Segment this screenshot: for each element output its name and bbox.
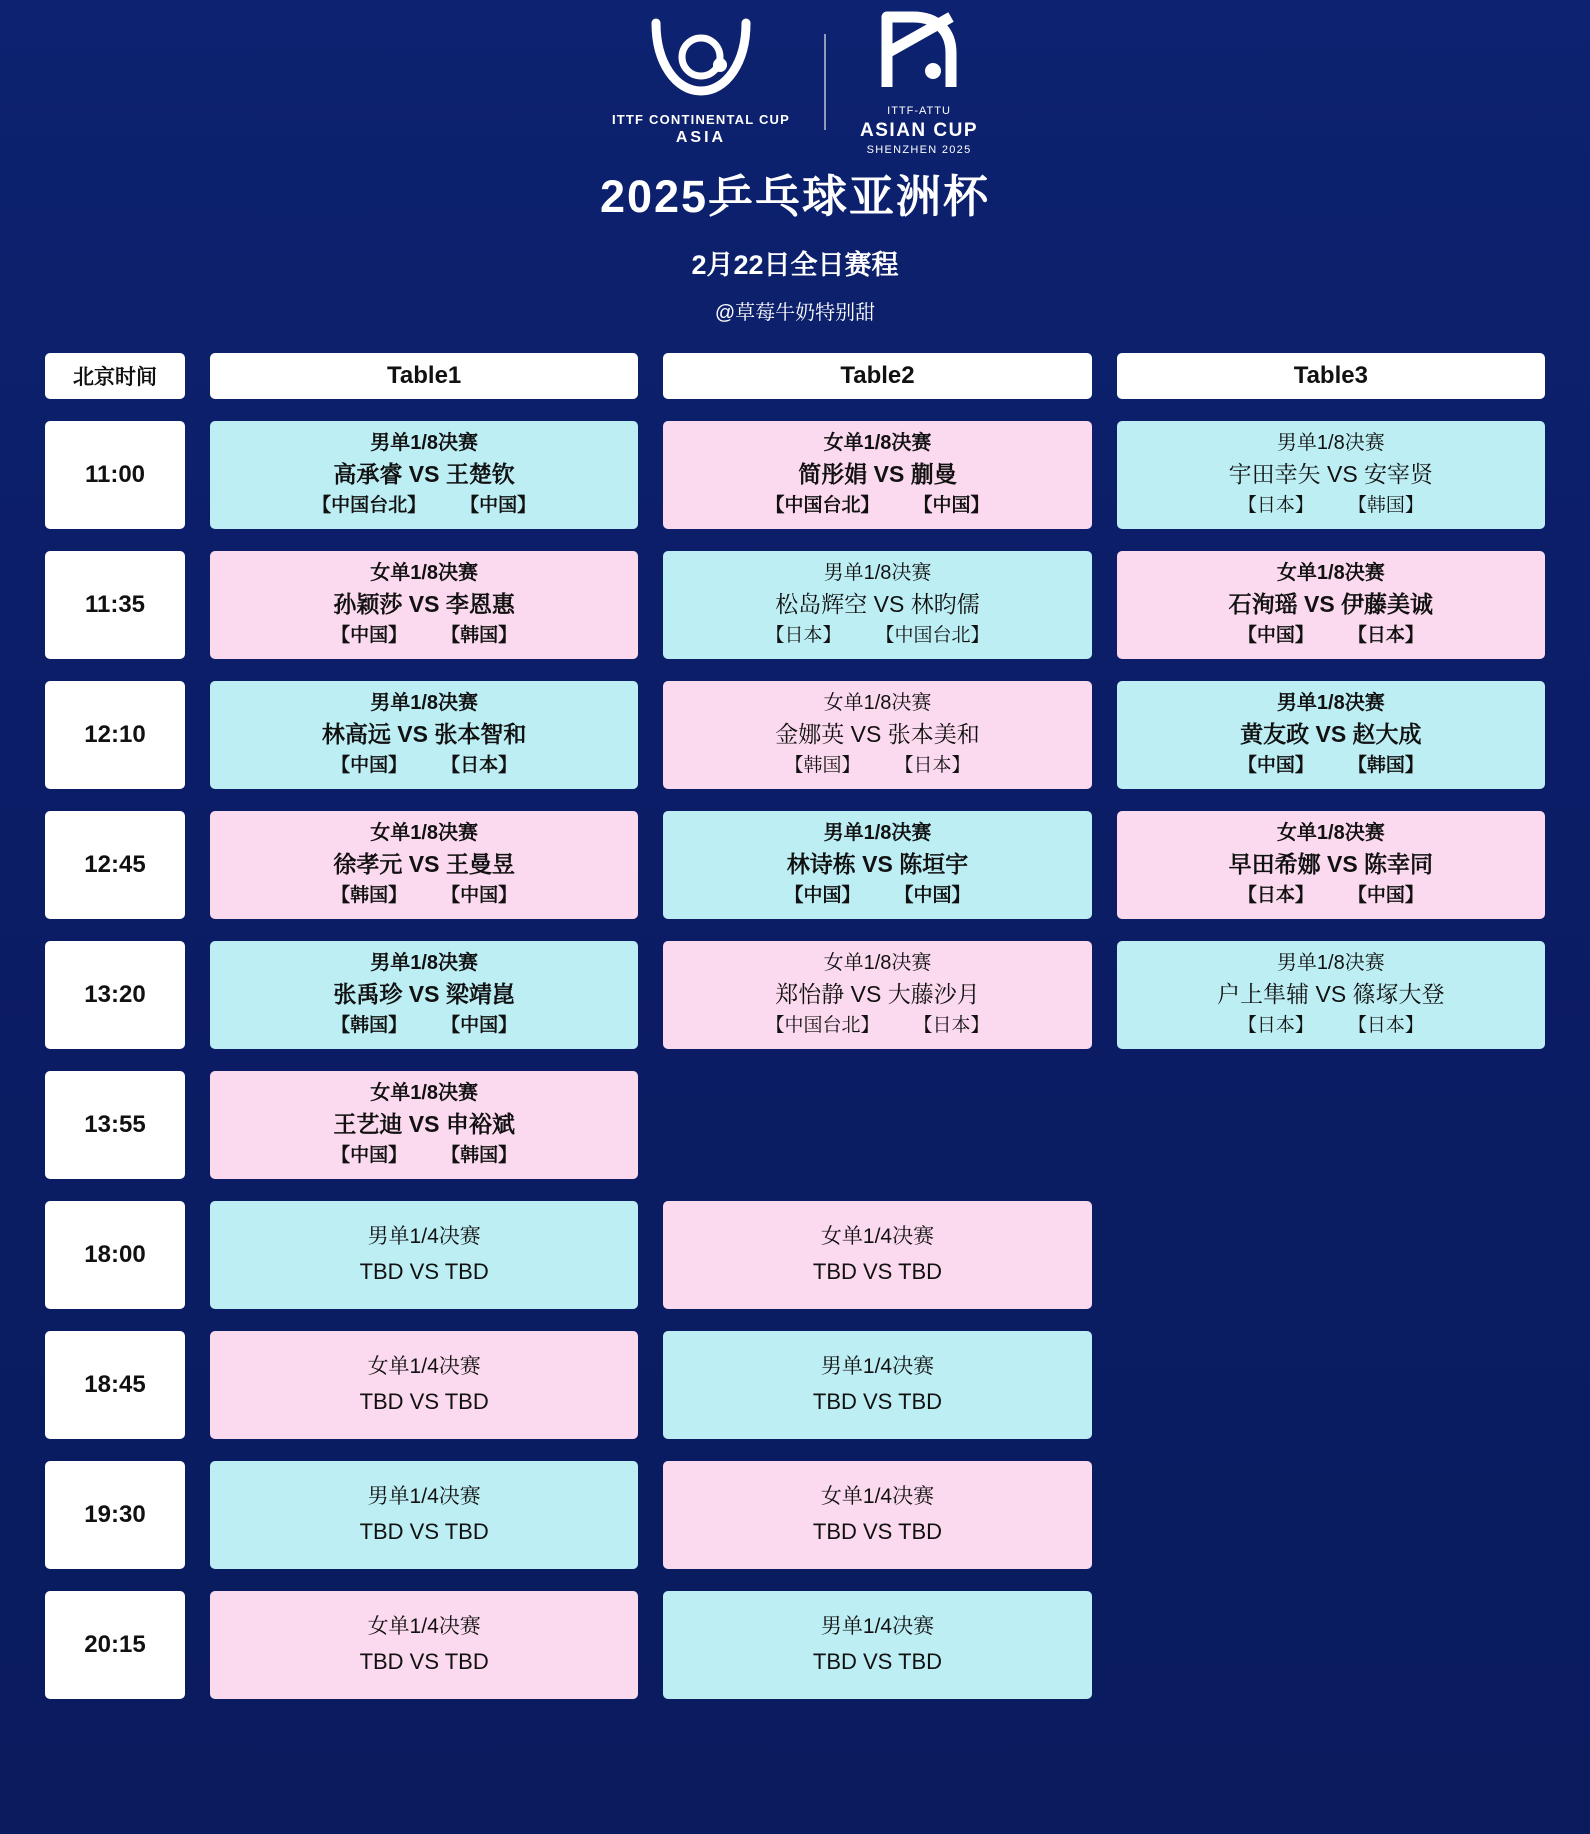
match-players: 简彤娟 VS 蒯曼 bbox=[798, 461, 957, 488]
table-row bbox=[45, 421, 1545, 529]
asian-cup-name: ASIAN CUP bbox=[860, 119, 979, 141]
match-countries bbox=[220, 622, 628, 651]
match-round: 女单1/4决赛 bbox=[367, 1614, 481, 1638]
match-cell[interactable] bbox=[663, 811, 1091, 919]
match-countries bbox=[220, 752, 628, 781]
match-players: 张禹珍 VS 梁靖崑 bbox=[333, 981, 515, 1008]
match-country-right: 【中国】 bbox=[1347, 885, 1424, 907]
match-round: 男单1/8决赛 bbox=[1276, 692, 1385, 715]
match-round: 女单1/8决赛 bbox=[1276, 562, 1385, 585]
match-country-right: 【中国】 bbox=[460, 495, 537, 517]
match-country-left: 【中国】 bbox=[1237, 755, 1314, 777]
match-round: 女单1/8决赛 bbox=[1276, 822, 1385, 845]
match-countries bbox=[220, 492, 628, 521]
time-column-header: 北京时间 bbox=[45, 353, 185, 399]
schedule-table bbox=[45, 353, 1545, 1699]
match-players: 徐孝元 VS 王曼昱 bbox=[333, 851, 515, 878]
match-cell[interactable] bbox=[663, 1461, 1091, 1569]
match-round: 女单1/8决赛 bbox=[370, 822, 479, 845]
match-countries bbox=[673, 492, 1081, 521]
match-country-left: 【韩国】 bbox=[331, 885, 408, 907]
ittf-continental-cup-asia-logo-icon bbox=[642, 17, 760, 106]
match-country-left: 【中国】 bbox=[1237, 625, 1314, 647]
asian-cup-city-year: SHENZHEN 2025 bbox=[866, 143, 972, 156]
match-country-right: 【中国台北】 bbox=[875, 625, 990, 647]
match-cell[interactable] bbox=[1117, 811, 1545, 919]
match-players: 松岛辉空 VS 林昀儒 bbox=[775, 591, 980, 618]
match-cell-empty bbox=[1117, 1591, 1545, 1699]
match-cell-empty bbox=[663, 1071, 1091, 1179]
match-cell-empty bbox=[1117, 1201, 1545, 1309]
time-cell: 20:15 bbox=[45, 1591, 185, 1699]
match-country-right: 【日本】 bbox=[441, 755, 518, 777]
match-players: TBD VS TBD bbox=[359, 1519, 489, 1545]
match-country-left: 【中国台北】 bbox=[765, 495, 880, 517]
schedule-rows bbox=[45, 421, 1545, 1699]
logo-divider bbox=[824, 34, 826, 130]
table-row bbox=[45, 1591, 1545, 1699]
match-cell[interactable] bbox=[663, 681, 1091, 789]
match-cell[interactable] bbox=[663, 1201, 1091, 1309]
match-players: 郑怡静 VS 大藤沙月 bbox=[775, 981, 980, 1008]
time-cell: 18:00 bbox=[45, 1201, 185, 1309]
match-country-left: 【中国】 bbox=[331, 1145, 408, 1167]
match-countries bbox=[220, 1012, 628, 1041]
match-round: 女单1/8决赛 bbox=[823, 692, 932, 715]
match-cell[interactable] bbox=[210, 1331, 638, 1439]
match-country-left: 【韩国】 bbox=[331, 1015, 408, 1037]
table-row bbox=[45, 941, 1545, 1049]
match-round: 女单1/8决赛 bbox=[823, 432, 932, 455]
match-country-right: 【日本】 bbox=[913, 1015, 990, 1037]
match-country-right: 【韩国】 bbox=[441, 1145, 518, 1167]
match-round: 男单1/8决赛 bbox=[1276, 952, 1385, 975]
table-column-header-3: Table3 bbox=[1117, 353, 1545, 399]
logo-row bbox=[0, 0, 1590, 156]
match-cell[interactable] bbox=[210, 421, 638, 529]
match-countries bbox=[1127, 622, 1535, 651]
asian-cup-logo-block bbox=[860, 9, 978, 156]
match-players: 高承睿 VS 王楚钦 bbox=[333, 461, 515, 488]
match-country-left: 【日本】 bbox=[1237, 885, 1314, 907]
table-row bbox=[45, 1201, 1545, 1309]
match-country-right: 【中国】 bbox=[913, 495, 990, 517]
match-players: 早田希娜 VS 陈幸同 bbox=[1228, 851, 1434, 878]
match-players: 孙颖莎 VS 李恩惠 bbox=[333, 591, 515, 618]
table-row bbox=[45, 1071, 1545, 1179]
match-country-right: 【韩国】 bbox=[1347, 755, 1424, 777]
match-country-right: 【中国】 bbox=[894, 885, 971, 907]
match-cell[interactable] bbox=[1117, 681, 1545, 789]
author-handle: @草莓牛奶特别甜 bbox=[714, 302, 876, 324]
asian-cup-org-caption: ITTF-ATTU bbox=[887, 104, 951, 117]
match-country-right: 【日本】 bbox=[1347, 625, 1424, 647]
match-country-left: 【中国台北】 bbox=[312, 495, 427, 517]
match-round: 女单1/8决赛 bbox=[370, 562, 479, 585]
time-cell: 12:45 bbox=[45, 811, 185, 919]
match-country-left: 【日本】 bbox=[765, 625, 842, 647]
table-column-header-1: Table1 bbox=[210, 353, 638, 399]
page-subtitle: 2月22日全日赛程 bbox=[691, 250, 899, 280]
match-round: 男单1/4决赛 bbox=[820, 1614, 935, 1638]
match-country-left: 【中国】 bbox=[784, 885, 861, 907]
match-round: 女单1/4决赛 bbox=[820, 1224, 935, 1248]
table-row bbox=[45, 681, 1545, 789]
match-round: 男单1/8决赛 bbox=[370, 952, 479, 975]
match-country-left: 【日本】 bbox=[1237, 1015, 1314, 1037]
match-players: 黄友政 VS 赵大成 bbox=[1240, 721, 1422, 748]
match-country-right: 【韩国】 bbox=[441, 625, 518, 647]
match-countries bbox=[220, 882, 628, 911]
continental-cup-caption: ITTF CONTINENTAL CUP bbox=[611, 112, 791, 127]
match-country-left: 【中国台北】 bbox=[765, 1015, 880, 1037]
match-countries bbox=[1127, 492, 1535, 521]
ittf-attu-asian-cup-logo-icon bbox=[867, 9, 971, 98]
table-row bbox=[45, 1331, 1545, 1439]
match-players: 金娜英 VS 张本美和 bbox=[775, 721, 980, 748]
match-players: 户上隼辅 VS 篠塚大登 bbox=[1217, 981, 1445, 1008]
match-cell-empty bbox=[1117, 1331, 1545, 1439]
match-players: TBD VS TBD bbox=[812, 1649, 943, 1675]
match-country-right: 【中国】 bbox=[441, 885, 518, 907]
match-countries bbox=[673, 1012, 1081, 1041]
match-round: 男单1/8决赛 bbox=[370, 692, 479, 715]
match-cell-empty bbox=[1117, 1461, 1545, 1569]
match-countries bbox=[673, 752, 1081, 781]
match-players: 宇田幸矢 VS 安宰贤 bbox=[1228, 461, 1434, 488]
match-round: 女单1/4决赛 bbox=[820, 1484, 935, 1508]
table-row bbox=[45, 811, 1545, 919]
match-country-left: 【韩国】 bbox=[784, 755, 861, 777]
match-round: 男单1/8决赛 bbox=[370, 432, 479, 455]
match-countries bbox=[673, 882, 1081, 911]
match-country-right: 【日本】 bbox=[1347, 1015, 1424, 1037]
match-cell[interactable] bbox=[210, 1591, 638, 1699]
table-row bbox=[45, 1461, 1545, 1569]
time-cell: 11:00 bbox=[45, 421, 185, 529]
match-country-left: 【中国】 bbox=[331, 755, 408, 777]
continental-cup-logo-block bbox=[612, 17, 790, 147]
match-country-right: 【日本】 bbox=[894, 755, 971, 777]
match-cell[interactable] bbox=[210, 1071, 638, 1179]
match-cell[interactable] bbox=[663, 1331, 1091, 1439]
time-cell: 13:55 bbox=[45, 1071, 185, 1179]
match-round: 男单1/4决赛 bbox=[367, 1224, 481, 1248]
match-round: 女单1/8决赛 bbox=[370, 1082, 479, 1105]
match-cell[interactable] bbox=[663, 551, 1091, 659]
match-players: 王艺迪 VS 申裕斌 bbox=[333, 1111, 515, 1138]
match-players: TBD VS TBD bbox=[812, 1389, 943, 1415]
match-cell[interactable] bbox=[663, 1591, 1091, 1699]
match-round: 女单1/8决赛 bbox=[823, 952, 932, 975]
match-players: 林诗栋 VS 陈垣宇 bbox=[786, 851, 969, 878]
match-players: TBD VS TBD bbox=[359, 1649, 489, 1675]
page-title: 2025乒乓球亚洲杯 bbox=[599, 171, 991, 222]
match-round: 男单1/8决赛 bbox=[823, 822, 932, 845]
match-country-left: 【日本】 bbox=[1237, 495, 1314, 517]
table-header-row bbox=[45, 353, 1545, 399]
match-round: 女单1/4决赛 bbox=[367, 1354, 481, 1378]
match-country-right: 【韩国】 bbox=[1347, 495, 1424, 517]
time-cell: 11:35 bbox=[45, 551, 185, 659]
match-round: 男单1/4决赛 bbox=[367, 1484, 481, 1508]
match-cell[interactable] bbox=[210, 811, 638, 919]
time-cell: 13:20 bbox=[45, 941, 185, 1049]
match-players: TBD VS TBD bbox=[812, 1259, 943, 1285]
match-countries bbox=[1127, 882, 1535, 911]
match-country-right: 【中国】 bbox=[441, 1015, 518, 1037]
match-round: 男单1/4决赛 bbox=[820, 1354, 935, 1378]
match-country-left: 【中国】 bbox=[331, 625, 408, 647]
match-players: 林高远 VS 张本智和 bbox=[321, 721, 527, 748]
match-cell[interactable] bbox=[210, 1461, 638, 1569]
match-cell[interactable] bbox=[210, 551, 638, 659]
match-players: TBD VS TBD bbox=[359, 1389, 489, 1415]
match-cell[interactable] bbox=[210, 1201, 638, 1309]
table-column-header-2: Table2 bbox=[663, 353, 1091, 399]
time-cell: 12:10 bbox=[45, 681, 185, 789]
match-cell[interactable] bbox=[663, 941, 1091, 1049]
match-cell[interactable] bbox=[1117, 551, 1545, 659]
table-row bbox=[45, 551, 1545, 659]
match-countries bbox=[220, 1142, 628, 1171]
time-cell: 19:30 bbox=[45, 1461, 185, 1569]
match-cell-empty bbox=[1117, 1071, 1545, 1179]
continental-cup-region: ASIA bbox=[675, 129, 727, 146]
match-cell[interactable] bbox=[1117, 421, 1545, 529]
match-cell[interactable] bbox=[210, 681, 638, 789]
match-countries bbox=[1127, 752, 1535, 781]
match-round: 男单1/8决赛 bbox=[823, 562, 932, 585]
match-countries bbox=[673, 622, 1081, 651]
match-players: 石洵瑶 VS 伊藤美诚 bbox=[1228, 591, 1434, 618]
time-cell: 18:45 bbox=[45, 1331, 185, 1439]
match-cell[interactable] bbox=[210, 941, 638, 1049]
match-players: TBD VS TBD bbox=[359, 1259, 489, 1285]
match-cell[interactable] bbox=[663, 421, 1091, 529]
match-cell[interactable] bbox=[1117, 941, 1545, 1049]
match-countries bbox=[1127, 1012, 1535, 1041]
match-players: TBD VS TBD bbox=[812, 1519, 943, 1545]
match-round: 男单1/8决赛 bbox=[1276, 432, 1385, 455]
